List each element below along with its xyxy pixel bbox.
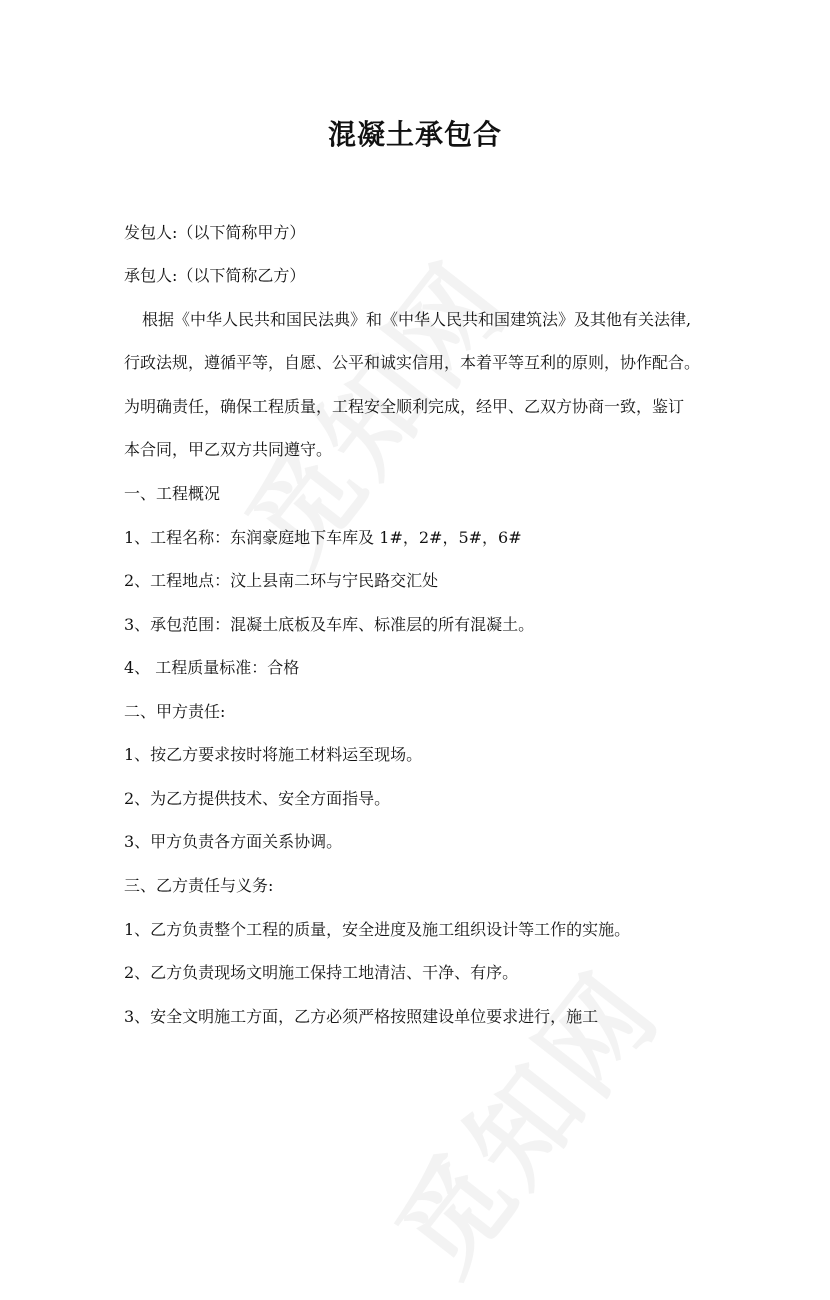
document-title: 混凝土承包合 bbox=[327, 118, 502, 151]
clause-line: 3、安全文明施工方面，乙方必须严格按照建设单位要求进行，施工 bbox=[124, 1007, 599, 1026]
clause-line: 1、按乙方要求按时将施工材料运至现场。 bbox=[124, 745, 423, 764]
party-b-line: 承包人:（以下简称乙方） bbox=[124, 266, 306, 285]
clause-line: 3、甲方负责各方面关系协调。 bbox=[124, 832, 343, 851]
clause-line: 3、承包范围：混凝土底板及车库、标准层的所有混凝土。 bbox=[124, 615, 535, 634]
watermark bbox=[355, 935, 688, 1300]
preamble-line: 行政法规，遵循平等，自愿、公平和诚实信用，本着平等互利的原则，协作配合。 bbox=[124, 353, 701, 372]
party-a-line: 发包人:（以下简称甲方） bbox=[124, 223, 306, 242]
clause-line: 1、乙方负责整个工程的质量，安全进度及施工组织设计等工作的实施。 bbox=[124, 920, 631, 939]
preamble-line: 根据《中华人民共和国民法典》和《中华人民共和国建筑法》及其他有关法律, bbox=[142, 310, 692, 329]
clause-line: 2、为乙方提供技术、安全方面指导。 bbox=[124, 789, 391, 808]
section-heading: 三、乙方责任与义务: bbox=[124, 876, 274, 895]
clause-line: 1、工程名称：东润豪庭地下车库及 1#，2#，5#，6# bbox=[124, 528, 522, 547]
clause-line: 4、 工程质量标准：合格 bbox=[124, 658, 300, 677]
section-heading: 二、甲方责任: bbox=[124, 702, 226, 721]
preamble-line: 为明确责任，确保工程质量，工程安全顺利完成，经甲、乙双方协商一致，鉴订 bbox=[124, 397, 685, 416]
clause-line: 2、乙方负责现场文明施工保持工地清洁、干净、有序。 bbox=[124, 963, 519, 982]
clause-line: 2、工程地点：汶上县南二环与宁民路交汇处 bbox=[124, 571, 439, 590]
preamble-line: 本合同，甲乙双方共同遵守。 bbox=[124, 440, 333, 459]
section-heading: 一、工程概况 bbox=[124, 484, 221, 503]
